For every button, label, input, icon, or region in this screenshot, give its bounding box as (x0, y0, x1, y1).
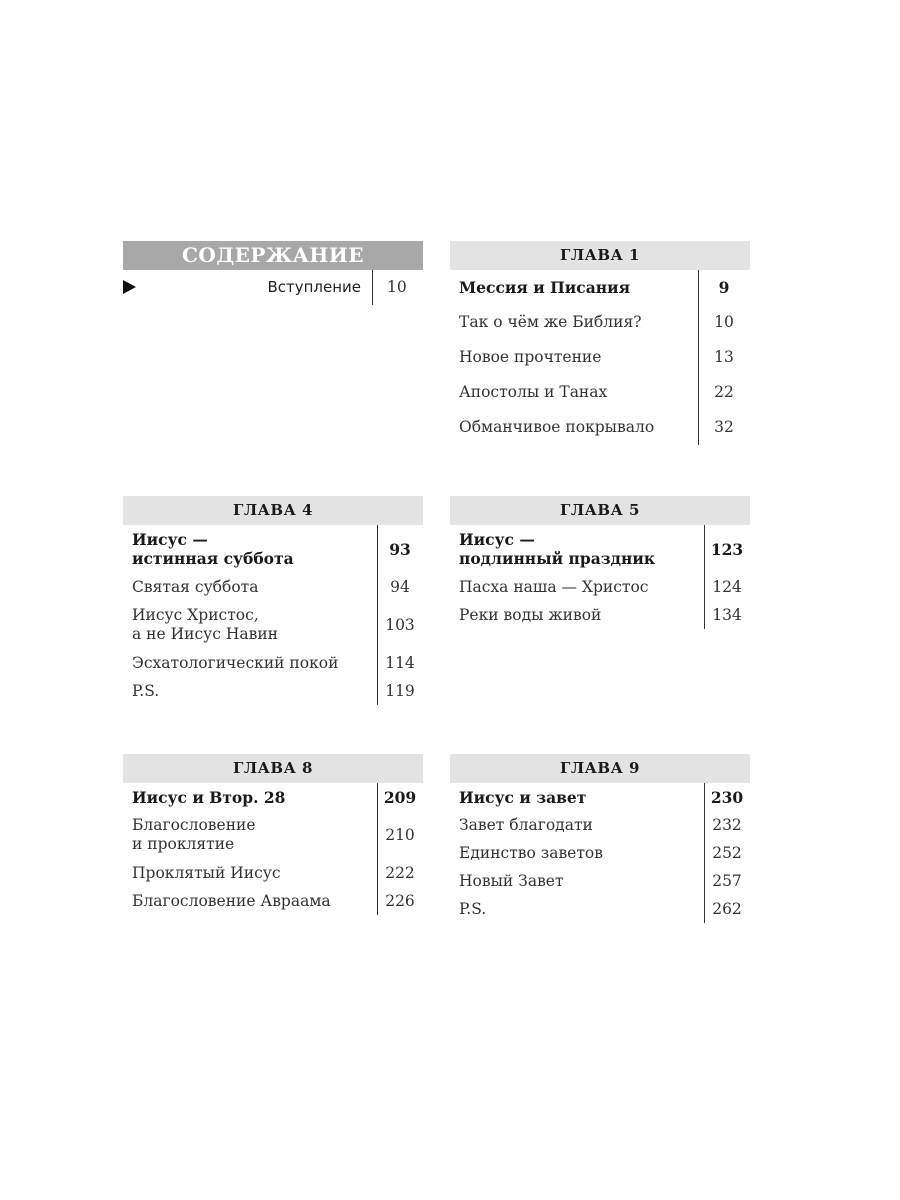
entry-page-number: 119 (385, 681, 415, 700)
toc-entry-row[interactable] (123, 677, 423, 705)
toc-entry-row[interactable] (450, 839, 750, 867)
entry-title-line: Завет благодати (459, 815, 593, 834)
entry-title (123, 578, 377, 597)
entry-title (450, 383, 698, 402)
entry-title-line: Иисус и Втор. 28 (132, 787, 286, 807)
entry-page-number: 9 (718, 278, 730, 297)
entry-title (450, 530, 704, 568)
toc-entry-row[interactable] (450, 270, 750, 305)
entry-title-line: Иисус — (459, 530, 535, 549)
entry-title-line: Иисус и завет (459, 787, 587, 807)
chapter-heading: ГЛАВА 8 (123, 754, 423, 783)
entry-page-number: 114 (385, 653, 415, 672)
entry-page-number: 230 (710, 787, 744, 807)
entry-title-line: P.S. (459, 899, 487, 918)
play-arrow-icon (123, 280, 136, 294)
entry-title-line: Обманчивое покрывало (459, 418, 655, 436)
chapter-entries (450, 783, 750, 923)
toc-entry-row[interactable] (123, 573, 423, 601)
entry-title (450, 606, 704, 625)
toc-entry-row[interactable] (450, 410, 750, 445)
toc-heading: СОДЕРЖАНИЕ (123, 241, 423, 270)
entry-page-number: 226 (385, 891, 415, 910)
entry-title-line: Реки воды живой (459, 605, 602, 624)
entry-title (450, 844, 704, 863)
toc-entry-row[interactable] (450, 601, 750, 629)
entry-title (450, 788, 704, 807)
entry-title (450, 418, 698, 437)
entry-title (123, 892, 377, 911)
entry-title-line: Благословение Авраама (132, 891, 331, 910)
chapter-entries (123, 783, 423, 915)
entry-title-line: Иисус — (132, 530, 208, 549)
entry-title (123, 654, 377, 673)
chapter-block-1 (450, 241, 750, 445)
entry-page-number: 222 (385, 863, 415, 882)
entry-page-number: 209 (383, 787, 417, 807)
entry-title-line: Эсхатологический покой (132, 653, 339, 672)
chapter-block-4 (123, 496, 423, 705)
entry-page-number: 134 (712, 605, 742, 624)
toc-entry-page: 10 (387, 278, 407, 296)
entry-page-number: 123 (710, 539, 744, 559)
entry-title-line: Новый Завет (459, 871, 564, 890)
chapter-block-8 (123, 754, 423, 915)
entry-page-number: 103 (385, 615, 415, 634)
entry-title-line: Новое прочтение (459, 348, 602, 366)
entry-title-line: и проклятие (132, 835, 235, 853)
entry-page-number: 32 (714, 418, 734, 436)
toc-entry-row[interactable] (450, 867, 750, 895)
entry-title-line: а не Иисус Навин (132, 625, 279, 643)
entry-title-line: Мессия и Писания (459, 278, 631, 297)
chapter-heading: ГЛАВА 4 (123, 496, 423, 525)
toc-entry-row[interactable] (123, 811, 423, 859)
chapter-block-5 (450, 496, 750, 629)
toc-entry-row[interactable] (123, 887, 423, 915)
entry-page-number: 22 (714, 383, 734, 401)
entry-title (123, 606, 377, 644)
toc-entry-row[interactable] (450, 525, 750, 573)
entry-title (450, 278, 698, 297)
entry-page-number: 94 (390, 577, 410, 596)
toc-entry-row[interactable] (450, 305, 750, 340)
entry-title (123, 788, 377, 807)
entry-page-number: 124 (712, 577, 742, 596)
entry-page-number: 13 (714, 348, 734, 366)
entry-title (123, 816, 377, 854)
chapter-entries (123, 525, 423, 705)
chapter-heading: ГЛАВА 1 (450, 241, 750, 270)
entry-title (450, 348, 698, 367)
toc-divider (372, 270, 373, 305)
toc-entry[interactable] (123, 270, 423, 305)
entry-page-number: 93 (389, 539, 411, 559)
entry-title-line: Святая суббота (132, 577, 259, 596)
toc-entry-row[interactable] (450, 375, 750, 410)
toc-entry-row[interactable] (123, 601, 423, 649)
entry-page-number: 262 (712, 899, 742, 918)
toc-entry-row[interactable] (450, 811, 750, 839)
entry-title (123, 864, 377, 883)
toc-entry-row[interactable] (450, 340, 750, 375)
chapter-heading: ГЛАВА 9 (450, 754, 750, 783)
toc-entry-row[interactable] (123, 783, 423, 811)
toc-block (123, 241, 423, 305)
entry-title-line: P.S. (132, 681, 160, 700)
chapter-entries (450, 525, 750, 629)
entry-page-number: 10 (714, 313, 734, 331)
entry-title (450, 578, 704, 597)
entry-title-line: Благословение (132, 816, 256, 834)
entry-title (450, 872, 704, 891)
entry-title (123, 682, 377, 701)
toc-entry-label: Вступление (267, 278, 361, 296)
entry-title-line: истинная суббота (132, 549, 294, 568)
chapter-entries (450, 270, 750, 445)
entry-title (450, 816, 704, 835)
toc-entry-row[interactable] (123, 859, 423, 887)
entry-title-line: Так о чём же Библия? (459, 313, 642, 331)
chapter-block-9 (450, 754, 750, 923)
toc-entry-row[interactable] (450, 573, 750, 601)
toc-entry-row[interactable] (450, 783, 750, 811)
entry-title-line: подлинный праздник (459, 549, 656, 568)
entry-title-line: Пасха наша — Христос (459, 577, 649, 596)
toc-entry-row[interactable] (123, 525, 423, 573)
entry-title-line: Апостолы и Танах (459, 383, 608, 401)
entry-page-number: 252 (712, 843, 742, 862)
entry-page-number: 257 (712, 871, 742, 890)
entry-page-number: 210 (385, 825, 415, 844)
entry-title-line: Единство заветов (459, 843, 603, 862)
entry-title (450, 313, 698, 332)
entry-title-line: Иисус Христос, (132, 606, 259, 624)
entry-page-number: 232 (712, 815, 742, 834)
toc-entry-row[interactable] (450, 895, 750, 923)
chapter-heading: ГЛАВА 5 (450, 496, 750, 525)
entry-title (450, 900, 704, 919)
entry-title (123, 530, 377, 568)
entry-title-line: Проклятый Иисус (132, 863, 281, 882)
toc-entry-row[interactable] (123, 649, 423, 677)
